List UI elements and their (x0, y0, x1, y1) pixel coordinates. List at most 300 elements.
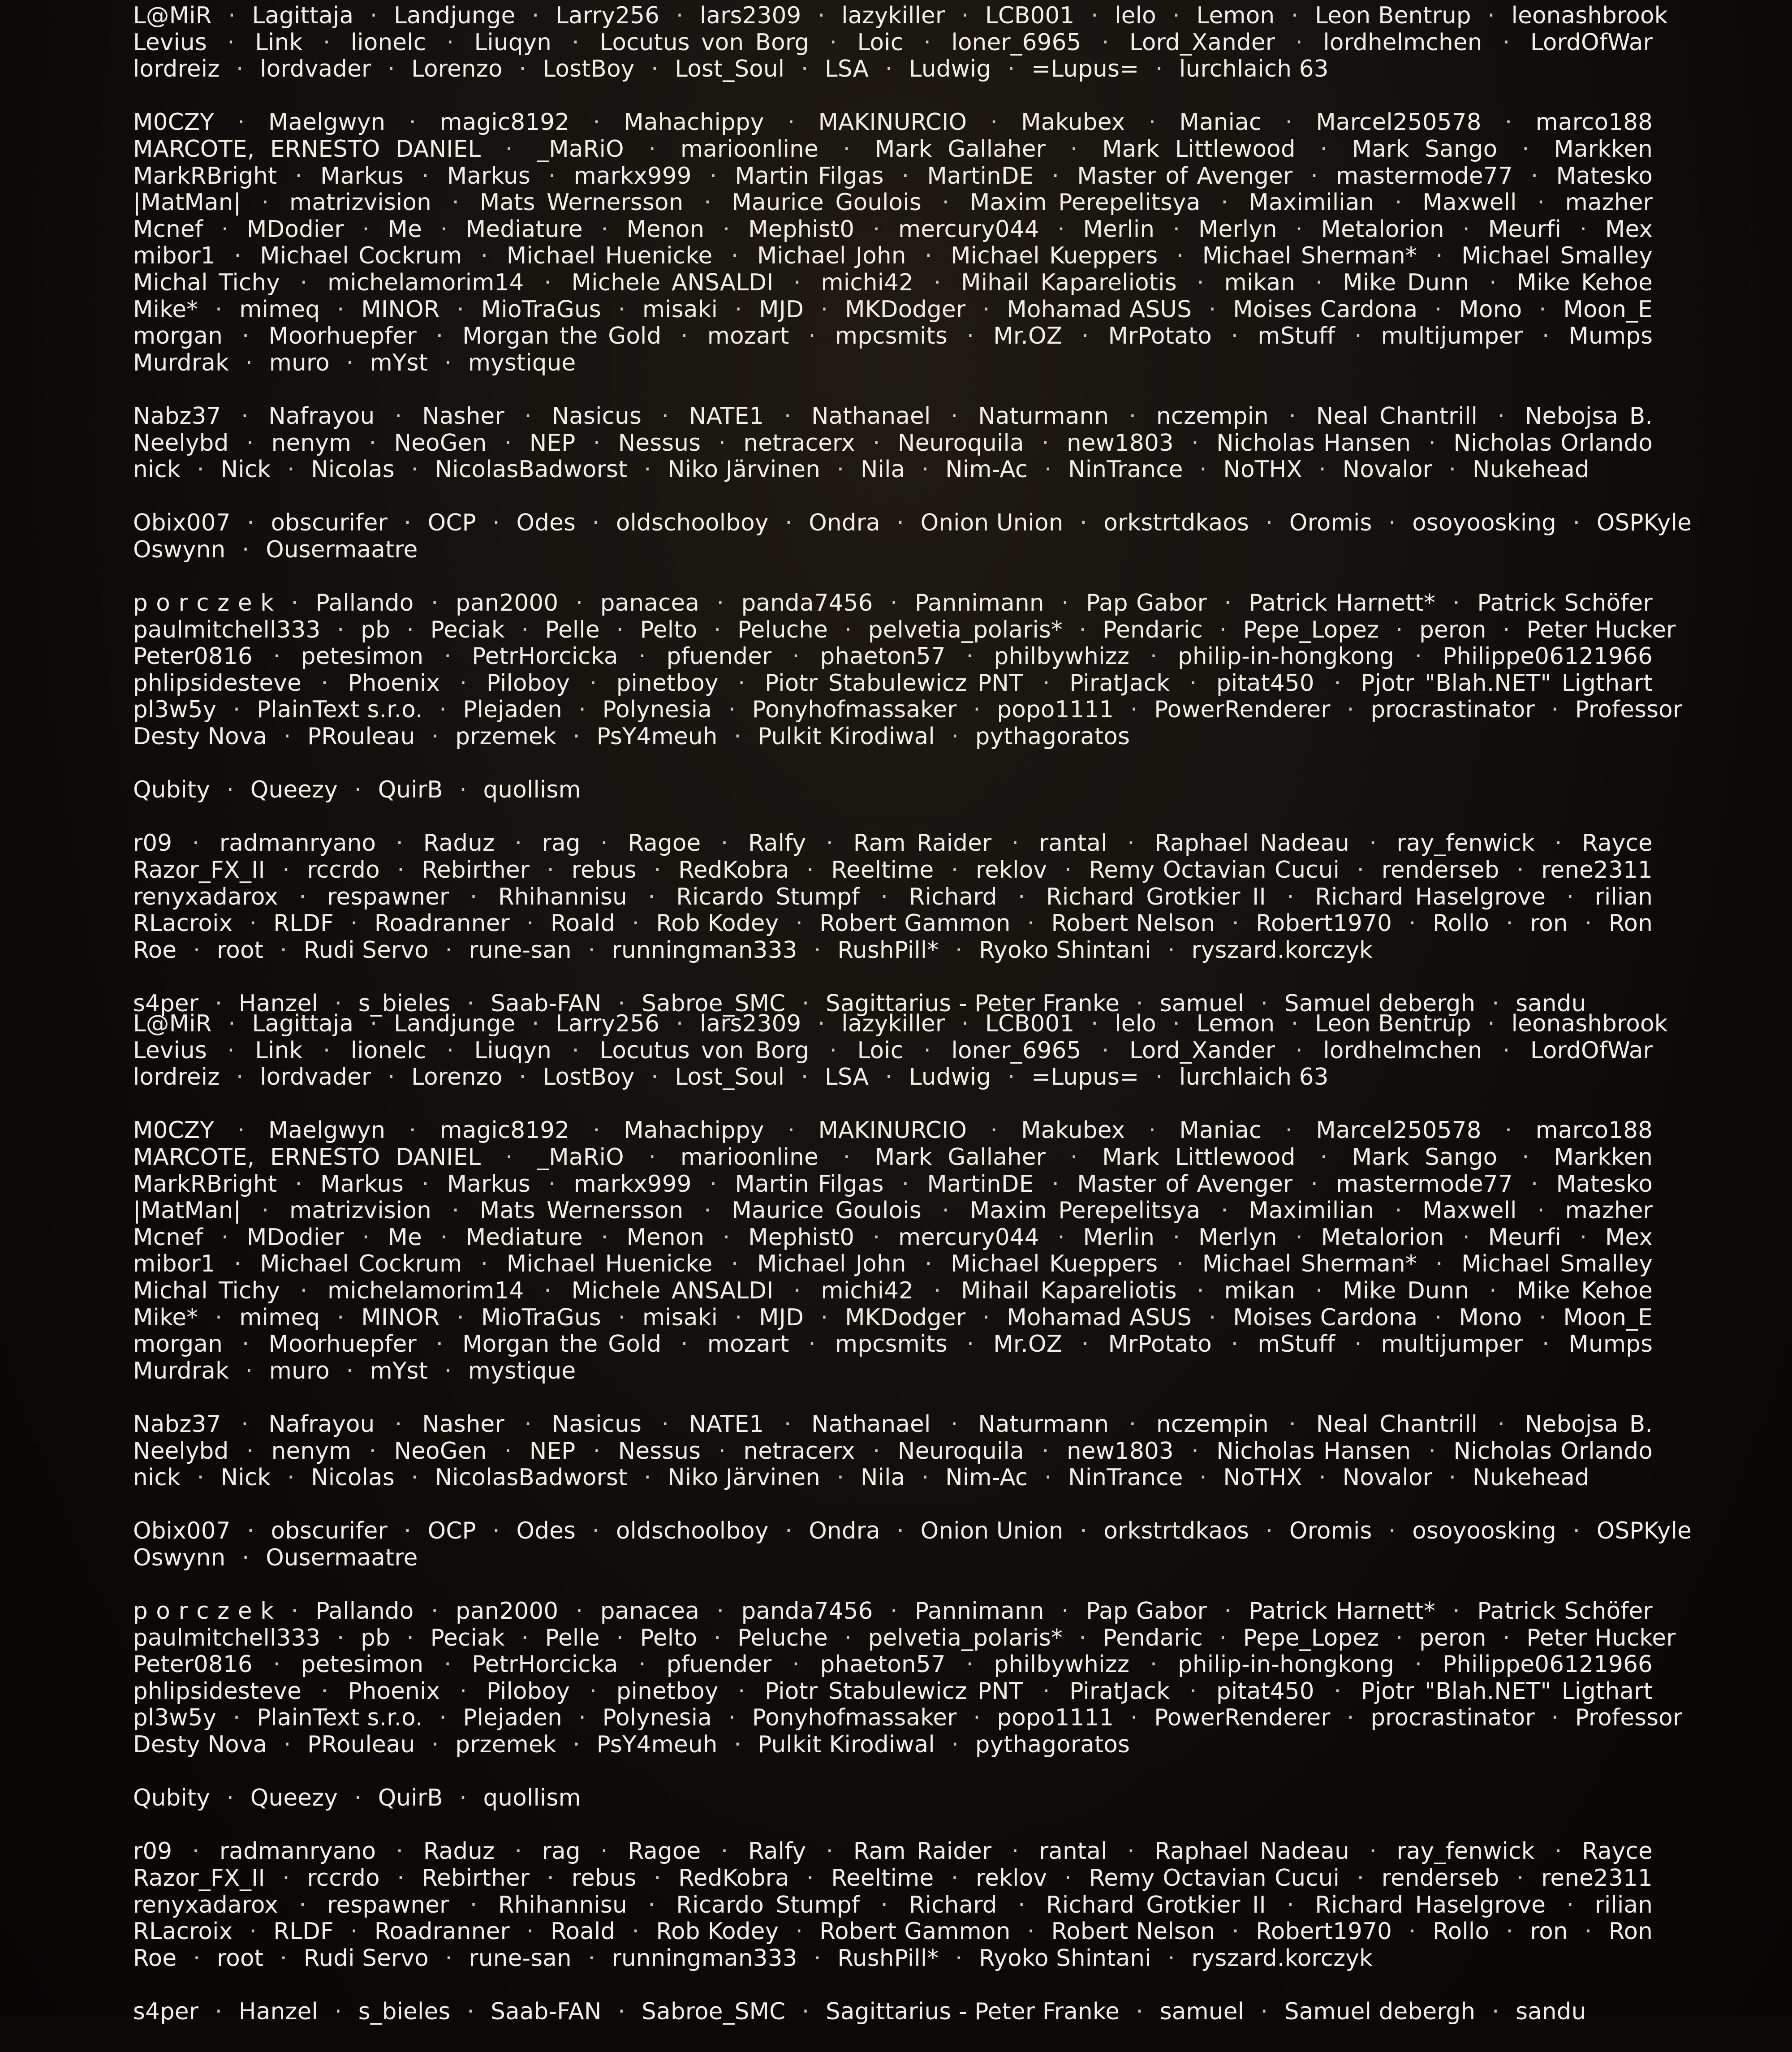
separator-dot-icon: · (826, 830, 834, 857)
contributor-name: osoyoosking (1412, 509, 1557, 537)
contributor-name: Patrick Schöfer (1477, 1598, 1653, 1625)
contributor-name: phaeton57 (820, 1651, 946, 1678)
separator-dot-icon: · (1551, 1704, 1559, 1732)
contributor-name: Rudi Servo (303, 1944, 429, 1972)
credits-line (133, 724, 1653, 750)
separator-dot-icon: · (321, 1677, 328, 1705)
credits-line (133, 1465, 1653, 1492)
separator-dot-icon: · (716, 1598, 724, 1625)
separator-dot-icon: · (795, 1918, 803, 1945)
separator-dot-icon: · (973, 1704, 981, 1732)
separator-dot-icon: · (1091, 2, 1098, 29)
contributor-name: Polynesia (602, 1704, 712, 1732)
separator-dot-icon: · (287, 456, 295, 483)
separator-dot-icon: · (1487, 2, 1495, 29)
separator-dot-icon: · (440, 1224, 448, 1251)
contributor-name: Sagittarius - Peter Franke (826, 990, 1120, 1017)
contributor-name: Patrick Schöfer (1477, 590, 1653, 617)
separator-dot-icon: · (1310, 1170, 1318, 1198)
separator-dot-icon: · (601, 1224, 608, 1251)
contributor-name: Novalor (1342, 456, 1433, 483)
credits-line (133, 2, 1668, 30)
separator-dot-icon: · (226, 776, 234, 804)
contributor-name: NinTrance (1068, 456, 1183, 483)
credits-line (133, 350, 1653, 377)
contributor-name: Phoenix (348, 669, 440, 697)
separator-dot-icon: · (245, 1357, 253, 1384)
separator-dot-icon: · (885, 1064, 893, 1091)
contributor-name: Ricardo Stumpf (676, 1891, 860, 1918)
separator-dot-icon: · (241, 1410, 249, 1438)
contributor-name: radmanryano (219, 830, 376, 857)
contributor-name: Plejaden (463, 696, 562, 724)
separator-dot-icon: · (1027, 1918, 1035, 1945)
contributor-name: Mike* (133, 296, 198, 323)
separator-dot-icon: · (273, 1651, 281, 1678)
contributor-name: Polynesia (602, 696, 712, 724)
contributor-name: muro (269, 349, 330, 376)
contributor-name: Martin Filgas (735, 1170, 884, 1198)
contributor-name: Sabroe_SMC (642, 990, 786, 1017)
separator-dot-icon: · (648, 1891, 655, 1918)
separator-dot-icon: · (1504, 1117, 1512, 1144)
contributor-name: Nebojsa B. (1525, 1410, 1653, 1438)
contributor-name: quollism (483, 1785, 581, 1812)
contributor-name: petesimon (301, 1651, 424, 1678)
credits-line (133, 509, 1692, 537)
credits-line (133, 777, 1653, 804)
contributor-name: s_bieles (358, 1998, 451, 2025)
contributor-name: Robert Nelson (1051, 910, 1215, 937)
credits-line (133, 136, 1653, 163)
separator-dot-icon: · (1044, 1464, 1052, 1492)
contributor-name: Neal Chantrill (1316, 402, 1478, 430)
contributor-name: MJD (759, 296, 804, 323)
contributor-name: Ondra (809, 1517, 880, 1545)
separator-dot-icon: · (411, 1464, 419, 1492)
contributor-name: Hanzel (238, 990, 319, 1017)
contributor-name: pb (361, 1624, 390, 1651)
contributor-name: Samuel debergh (1284, 990, 1476, 1017)
credits-group-l (133, 2, 1668, 83)
contributor-name: Locutus von Borg (599, 1037, 810, 1064)
contributor-name: Ludwig (909, 56, 991, 83)
contributor-name: QuirB (378, 1785, 443, 1812)
contributor-name: phlipsidesteve (133, 669, 302, 697)
contributor-name: rebus (571, 1865, 637, 1892)
separator-dot-icon: · (524, 1410, 532, 1438)
contributor-name: Mihail Kapareliotis (961, 1277, 1177, 1304)
separator-dot-icon: · (1018, 883, 1025, 910)
separator-dot-icon: · (215, 1304, 223, 1331)
contributor-name: Mcnef (133, 1224, 203, 1251)
contributor-name: Murdrak (133, 1357, 229, 1384)
contributor-name: Oswynn (133, 536, 226, 563)
contributor-name: Nasher (422, 1410, 504, 1438)
contributor-name: Rebirther (422, 857, 530, 884)
contributor-name: NicolasBadworst (435, 1464, 628, 1492)
separator-dot-icon: · (600, 1838, 608, 1865)
separator-dot-icon: · (982, 296, 990, 323)
separator-dot-icon: · (300, 1277, 308, 1304)
separator-dot-icon: · (578, 1704, 586, 1732)
separator-dot-icon: · (1503, 616, 1510, 643)
contributor-name: Link (255, 29, 303, 56)
separator-dot-icon: · (521, 1624, 529, 1651)
contributor-name: peron (1419, 616, 1486, 643)
contributor-name: Nukehead (1472, 1464, 1590, 1492)
credits-group-r (133, 830, 1653, 964)
separator-dot-icon: · (193, 1944, 201, 1972)
separator-dot-icon: · (1409, 1918, 1416, 1945)
credits-group-p (133, 1598, 1683, 1759)
credits-line (133, 1545, 1653, 1572)
contributor-name: Mr.OZ (993, 323, 1063, 350)
contributor-name: Nessus (618, 429, 701, 457)
separator-dot-icon: · (1448, 456, 1456, 483)
contributor-name: Nafrayou (268, 1410, 375, 1438)
separator-dot-icon: · (544, 269, 551, 296)
separator-dot-icon: · (439, 696, 447, 724)
contributor-name: Levius (133, 1037, 207, 1064)
separator-dot-icon: · (572, 29, 580, 56)
separator-dot-icon: · (593, 1437, 601, 1465)
contributor-name: Michael Sherman* (1202, 242, 1417, 270)
contributor-name: Metalorion (1321, 1224, 1444, 1251)
separator-dot-icon: · (973, 696, 981, 724)
separator-dot-icon: · (589, 1677, 597, 1705)
separator-dot-icon: · (227, 29, 235, 56)
separator-dot-icon: · (234, 242, 241, 270)
contributor-name: Maelgwyn (268, 1117, 386, 1144)
separator-dot-icon: · (1497, 1410, 1505, 1438)
contributor-name: Raphael Nadeau (1154, 1838, 1349, 1865)
contributor-name: Niko Järvinen (668, 456, 821, 483)
contributor-name: L@MiR (133, 1010, 212, 1037)
separator-dot-icon: · (1221, 1197, 1228, 1224)
separator-dot-icon: · (362, 1224, 370, 1251)
separator-dot-icon: · (638, 643, 646, 670)
separator-dot-icon: · (1167, 936, 1175, 964)
contributor-name: Menon (626, 1224, 705, 1251)
contributor-name: Mark Sango (1352, 1143, 1498, 1171)
separator-dot-icon: · (234, 1250, 241, 1278)
separator-dot-icon: · (618, 1304, 626, 1331)
contributor-name: Locutus von Borg (599, 29, 810, 56)
contributor-name: Nicholas Hansen (1216, 1437, 1411, 1465)
separator-dot-icon: · (1231, 323, 1239, 350)
separator-dot-icon: · (1295, 216, 1303, 243)
separator-dot-icon: · (334, 1998, 342, 2025)
separator-dot-icon: · (1318, 1464, 1327, 1492)
contributor-name: Mumps (1568, 323, 1653, 350)
contributor-name: Loic (857, 29, 904, 56)
contributor-name: Richard Grotkier II (1046, 1891, 1266, 1918)
separator-dot-icon: · (504, 1437, 512, 1465)
separator-dot-icon: · (237, 109, 245, 136)
separator-dot-icon: · (300, 269, 308, 296)
contributor-name: p o r c z e k (133, 590, 274, 617)
separator-dot-icon: · (548, 1170, 556, 1198)
contributor-name: peron (1419, 1624, 1486, 1651)
contributor-name: Ryoko Shintani (979, 1944, 1151, 1972)
separator-dot-icon: · (820, 1304, 828, 1331)
contributor-name: Ralfy (748, 1838, 806, 1865)
separator-dot-icon: · (814, 936, 821, 964)
separator-dot-icon: · (1566, 1891, 1574, 1918)
contributor-name: Mex (1605, 216, 1653, 243)
contributor-name: Nick (220, 456, 271, 483)
separator-dot-icon: · (1051, 1170, 1060, 1198)
contributor-name: matrizvision (289, 1197, 431, 1224)
credits-line (133, 270, 1653, 297)
contributor-name: ryszard.korczyk (1191, 936, 1373, 964)
separator-dot-icon: · (1354, 1331, 1362, 1358)
separator-dot-icon: · (457, 1304, 465, 1331)
separator-dot-icon: · (521, 616, 529, 643)
contributor-name: rune-san (469, 936, 572, 964)
contributor-name: Pendaric (1103, 616, 1203, 643)
contributor-name: Maxim Perepelitsya (969, 1197, 1201, 1224)
contributor-name: Sagittarius - Peter Franke (826, 1998, 1120, 2025)
contributor-name: r09 (133, 830, 172, 857)
separator-dot-icon: · (291, 590, 299, 617)
contributor-name: rene2311 (1541, 857, 1653, 884)
separator-dot-icon: · (734, 296, 742, 323)
separator-dot-icon: · (247, 1517, 254, 1545)
contributor-name: panda7456 (741, 590, 873, 617)
contributor-name: lelo (1115, 1010, 1156, 1037)
credits-group-l (133, 1010, 1668, 1091)
credits-panel-top (0, 0, 1792, 1017)
separator-dot-icon: · (1042, 669, 1050, 697)
separator-dot-icon: · (1530, 1170, 1538, 1198)
credits-line (133, 430, 1653, 457)
contributor-name: PRouleau (307, 1731, 415, 1759)
separator-dot-icon: · (236, 56, 244, 83)
contributor-name: Onion Union (920, 1517, 1064, 1545)
contributor-name: Piotr Stabulewicz PNT (765, 669, 1023, 697)
contributor-name: lazykiller (841, 2, 945, 29)
separator-dot-icon: · (336, 296, 345, 323)
contributor-name: Moorhuepfer (268, 323, 417, 350)
separator-dot-icon: · (228, 1010, 236, 1037)
contributor-name: Phoenix (348, 1677, 440, 1705)
contributor-name: Mr.OZ (993, 1331, 1063, 1358)
contributor-name: Desty Nova (133, 1731, 267, 1759)
credits-line (133, 696, 1683, 724)
separator-dot-icon: · (618, 990, 625, 1017)
separator-dot-icon: · (547, 857, 555, 884)
contributor-name: mystique (468, 1357, 576, 1384)
contributor-name: Levius (133, 29, 207, 56)
contributor-name: Piloboy (486, 1677, 570, 1705)
separator-dot-icon: · (431, 723, 439, 750)
separator-dot-icon: · (1487, 1010, 1495, 1037)
separator-dot-icon: · (738, 669, 745, 697)
contributor-name: Rebirther (422, 1865, 530, 1892)
contributor-name: Nim-Ac (945, 1464, 1028, 1492)
contributor-name: LordOfWar (1530, 29, 1653, 56)
separator-dot-icon: · (480, 1250, 488, 1278)
credits-line (133, 1010, 1668, 1038)
separator-dot-icon: · (1007, 56, 1015, 83)
contributor-name: netracerx (743, 1437, 855, 1465)
contributor-name: Rhihannisu (498, 1891, 627, 1918)
separator-dot-icon: · (704, 1197, 711, 1224)
contributor-name: Michael John (757, 1250, 906, 1278)
credits-group-p (133, 590, 1683, 750)
separator-dot-icon: · (283, 1731, 291, 1759)
credits-line (133, 1945, 1653, 1972)
separator-dot-icon: · (193, 936, 201, 964)
contributor-name: michi42 (821, 269, 914, 296)
contributor-name: renyxadarox (133, 883, 278, 910)
contributor-name: Plejaden (463, 1704, 562, 1732)
contributor-name: Morgan the Gold (462, 1331, 662, 1358)
separator-dot-icon: · (901, 1170, 909, 1198)
separator-dot-icon: · (1091, 1010, 1098, 1037)
contributor-name: loner_6965 (951, 29, 1081, 56)
separator-dot-icon: · (575, 590, 583, 617)
contributor-name: Loic (857, 1037, 904, 1064)
separator-dot-icon: · (1136, 990, 1144, 1017)
separator-dot-icon: · (1506, 1918, 1513, 1945)
contributor-name: Richard (909, 1891, 997, 1918)
separator-dot-icon: · (273, 643, 281, 670)
contributor-name: Mohamad ASUS (1007, 296, 1192, 323)
contributor-name: orkstrtdkaos (1103, 509, 1249, 537)
contributor-name: mozart (707, 323, 789, 350)
contributor-name: Pannimann (915, 590, 1044, 617)
contributor-name: new1803 (1066, 429, 1174, 457)
separator-dot-icon: · (826, 1838, 834, 1865)
contributor-name: Queezy (250, 1785, 338, 1812)
contributor-name: pythagoratos (975, 1731, 1130, 1759)
separator-dot-icon: · (1551, 696, 1559, 724)
separator-dot-icon: · (1080, 509, 1087, 537)
separator-dot-icon: · (728, 696, 736, 724)
contributor-name: Moises Cardona (1233, 296, 1418, 323)
separator-dot-icon: · (1172, 216, 1180, 243)
contributor-name: Pelle (545, 1624, 600, 1651)
separator-dot-icon: · (452, 189, 460, 216)
separator-dot-icon: · (1428, 1437, 1436, 1465)
separator-dot-icon: · (829, 29, 837, 56)
contributor-name: QuirB (378, 776, 443, 804)
separator-dot-icon: · (814, 1944, 821, 1972)
separator-dot-icon: · (801, 1998, 810, 2025)
separator-dot-icon: · (872, 216, 880, 243)
contributor-name: root (217, 1944, 264, 1972)
separator-dot-icon: · (1357, 1865, 1365, 1892)
contributor-name: Master of Avenger (1077, 162, 1293, 190)
separator-dot-icon: · (446, 1037, 454, 1064)
separator-dot-icon: · (787, 109, 795, 136)
contributor-name: Samuel debergh (1284, 1998, 1476, 2025)
separator-dot-icon: · (445, 1944, 452, 1972)
contributor-name: multijumper (1381, 323, 1523, 350)
contributor-name: Roald (550, 1918, 616, 1945)
contributor-name: Peter Hucker (1526, 1624, 1676, 1651)
contributor-name: rilian (1594, 1891, 1653, 1918)
contributor-name: NicolasBadworst (435, 456, 628, 483)
separator-dot-icon: · (942, 1197, 950, 1224)
contributor-name: Raphael Nadeau (1154, 830, 1349, 857)
separator-dot-icon: · (573, 1731, 581, 1759)
separator-dot-icon: · (444, 1651, 452, 1678)
contributor-name: Philippe06121966 (1443, 643, 1653, 670)
contributor-name: rene2311 (1541, 1865, 1653, 1892)
separator-dot-icon: · (806, 857, 814, 884)
contributor-name: samuel (1159, 990, 1245, 1017)
separator-dot-icon: · (654, 1865, 661, 1892)
credits-line (133, 1305, 1653, 1332)
contributor-name: Mats Wernersson (479, 189, 684, 216)
contributor-name: PetrHorcicka (472, 643, 618, 670)
contributor-name: Rayce (1582, 1838, 1653, 1865)
contributor-name: RedKobra (678, 1865, 789, 1892)
contributor-name: Lorenzo (411, 1064, 503, 1091)
credits-group-q (133, 777, 1653, 804)
contributor-name: Oswynn (133, 1544, 226, 1571)
contributor-name: PRouleau (307, 723, 415, 750)
contributor-name: lionelc (350, 1037, 426, 1064)
contributor-name: ray_fenwick (1396, 1838, 1535, 1865)
separator-dot-icon: · (616, 1624, 624, 1651)
credits-line (133, 190, 1653, 216)
contributor-name: Pallando (315, 1598, 414, 1625)
separator-dot-icon: · (713, 1624, 721, 1651)
separator-dot-icon: · (492, 1517, 500, 1545)
contributor-name: RushPill* (837, 1944, 939, 1972)
contributor-name: rccrdo (307, 1865, 380, 1892)
separator-dot-icon: · (246, 429, 254, 457)
credits-line (133, 1678, 1653, 1705)
separator-dot-icon: · (1434, 1304, 1442, 1331)
contributor-name: Pendaric (1103, 1624, 1203, 1651)
contributor-name: marco188 (1535, 1117, 1653, 1144)
separator-dot-icon: · (785, 1517, 793, 1545)
contributor-name: pelvetia_polaris* (868, 1624, 1063, 1651)
contributor-name: phlipsidesteve (133, 1677, 302, 1705)
separator-dot-icon: · (588, 936, 596, 964)
contributor-name: leonashbrook (1511, 2, 1668, 29)
separator-dot-icon: · (1388, 1517, 1396, 1545)
contributor-name: Ponyhofmassaker (752, 1704, 957, 1732)
contributor-name: Obix007 (133, 1517, 231, 1545)
separator-dot-icon: · (872, 1224, 880, 1251)
contributor-name: mozart (707, 1331, 789, 1358)
credits-line (133, 1251, 1653, 1278)
contributor-name: pythagoratos (975, 723, 1130, 750)
contributor-name: Mats Wernersson (479, 1197, 684, 1224)
contributor-name: Liuqyn (474, 29, 552, 56)
contributor-name: Ondra (809, 509, 880, 537)
contributor-name: MJD (759, 1304, 804, 1331)
separator-dot-icon: · (1101, 29, 1109, 56)
separator-dot-icon: · (638, 1651, 646, 1678)
contributor-name: RLacroix (133, 1918, 233, 1945)
credits-line (133, 937, 1653, 964)
separator-dot-icon: · (467, 1998, 474, 2025)
credits-line (133, 1144, 1653, 1171)
contributor-name: muro (269, 1357, 330, 1384)
contributor-name: ray_fenwick (1396, 830, 1535, 857)
separator-dot-icon: · (261, 1197, 269, 1224)
separator-dot-icon: · (422, 1170, 429, 1198)
contributor-name: Mark Gallaher (874, 135, 1046, 163)
